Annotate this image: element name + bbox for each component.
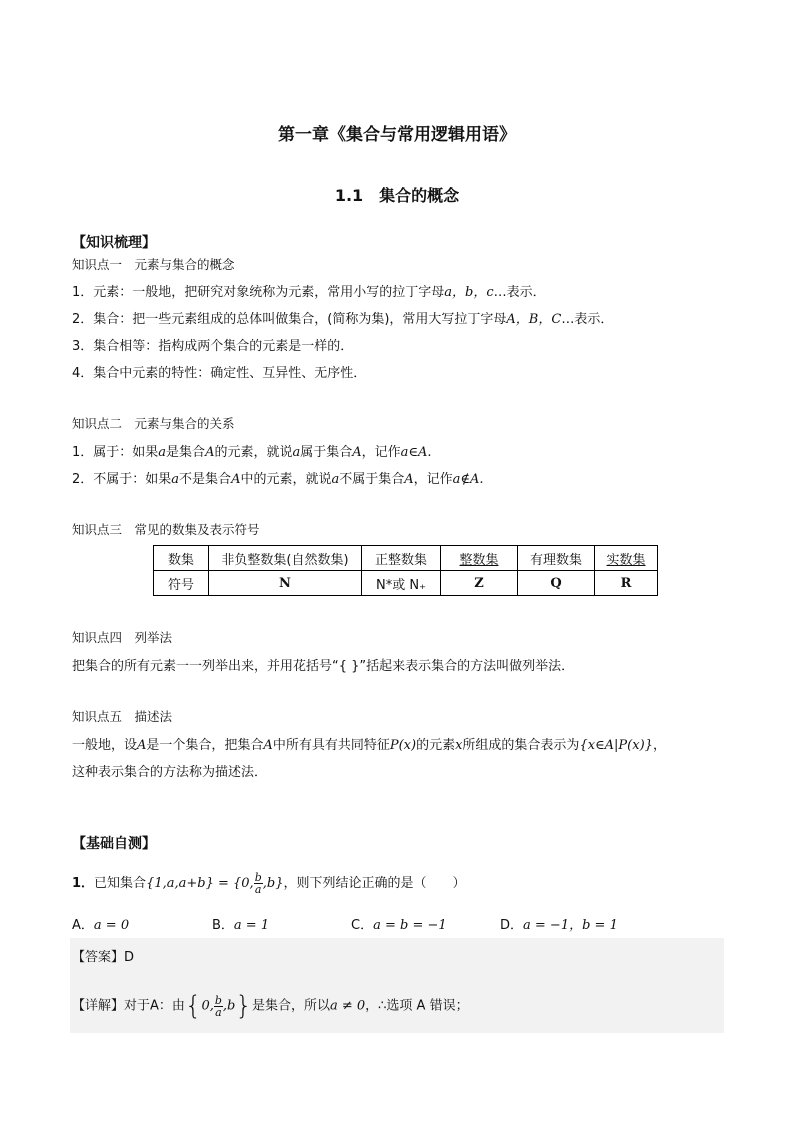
table-cell: 正整数集	[362, 546, 441, 571]
set-expression: {0, $\frac{b}{a}$ ,b}	[184, 991, 252, 1021]
table-cell: 有理数集	[518, 546, 595, 571]
kp1-title: 知识点一 元素与集合的概念	[72, 257, 235, 272]
table-row	[154, 546, 658, 571]
option-d[interactable]: D．a = −1，b = 1	[500, 918, 618, 933]
number-sets-table	[153, 545, 658, 596]
kp1-line1: 1．元素：一般地，把研究对象统称为元素，常用小写的拉丁字母a，b，c…表示．	[72, 285, 546, 300]
option-c[interactable]: C．a = b = −1	[351, 918, 447, 933]
section-title: 1.1 集合的概念	[334, 186, 460, 205]
kp4-title: 知识点四 列举法	[72, 630, 173, 645]
detail-line: 【详解】对于A：由{0, $\frac{b}{a}$ ,b}是集合，所以a ≠ 0，∴选项 A 错误；	[72, 991, 469, 1021]
knowledge-header: 【知识梳理】	[72, 235, 156, 251]
kp2-title: 知识点二 元素与集合的关系	[72, 416, 235, 431]
kp5-line2: 这种表示集合的方法称为描述法．	[72, 765, 268, 780]
table-cell: 整数集	[441, 546, 518, 571]
table-cell: N*或 N₊	[362, 571, 441, 596]
table-cell: 数集	[154, 546, 209, 571]
table-cell: 符号	[154, 571, 209, 596]
table-cell: 实数集	[595, 546, 658, 571]
chapter-title: 第一章《集合与常用逻辑用语》	[278, 125, 516, 145]
kp2-line1: 1．属于：如果a是集合A的元素，就说a属于集合A，记作a∈A.	[72, 445, 432, 460]
option-b[interactable]: B．a = 1	[212, 918, 270, 933]
table-cell: N	[209, 571, 362, 596]
kp1-line4: 4．集合中元素的特性：确定性、互异性、无序性．	[72, 366, 367, 381]
kp1-line2: 2．集合：把一些元素组成的总体叫做集合，(简称为集)，常用大写拉丁字母A，B，C…表示．	[72, 312, 614, 327]
question-1: 1．已知集合{1,a,a+b} = {0, $\frac{b}{a}$ ,b}，则下列结论正确的是（ ）	[72, 871, 466, 896]
kp5-title: 知识点五 描述法	[72, 709, 173, 724]
kp1-line3: 3．集合相等：指构成两个集合的元素是一样的．	[72, 339, 354, 354]
fraction: $\frac{b}{a}$	[214, 993, 222, 1019]
kp2-line2: 2．不属于：如果a不是集合A中的元素，就说a不属于集合A，记作a∉A.	[72, 472, 484, 487]
table-cell: Z	[441, 571, 518, 596]
table-row	[154, 571, 658, 596]
table-cell: R	[595, 571, 658, 596]
self-test-header: 【基础自测】	[72, 836, 156, 852]
kp5-line1: 一般地，设A是一个集合，把集合A中所有具有共同特征P(x)的元素x所组成的集合表示为{x∈A|P(x)}，	[72, 738, 666, 753]
option-a[interactable]: A．a = 0	[72, 918, 130, 933]
table-cell: Q	[518, 571, 595, 596]
table-cell: 非负整数集(自然数集)	[209, 546, 362, 571]
kp3-title: 知识点三 常见的数集及表示符号	[72, 522, 260, 537]
fraction: $\frac{b}{a}$	[254, 871, 262, 896]
kp4-text: 把集合的所有元素一一列举出来，并用花括号“{ }”括起来表示集合的方法叫做列举法．	[72, 659, 575, 674]
answer-line: 【答案】D	[72, 950, 135, 965]
